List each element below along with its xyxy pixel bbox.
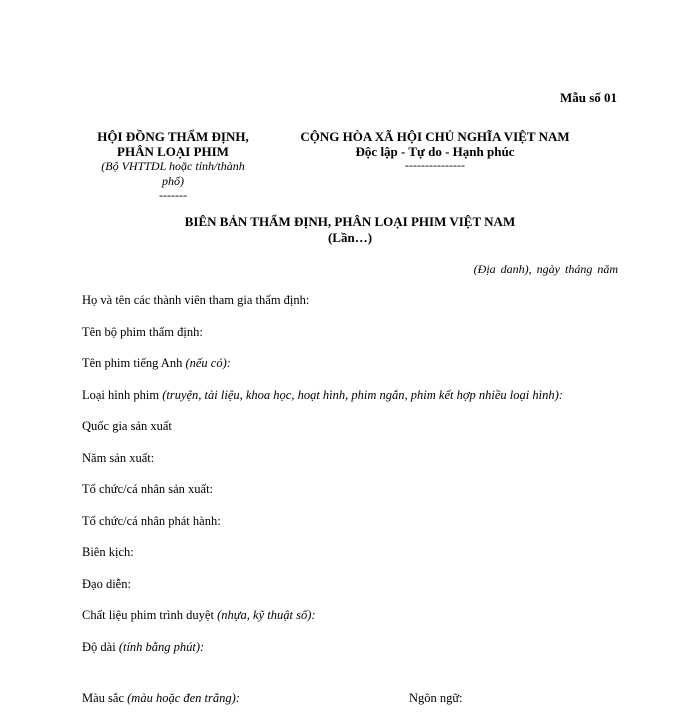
field-label: Tổ chức/cá nhân sản xuất: (82, 482, 214, 496)
field-hint: (tính bằng phút): (118, 639, 205, 654)
field-label: Năm sản xuất: (82, 450, 155, 465)
authority-sub-line1: (Bộ VHTTDL hoặc tỉnh/thành (101, 159, 245, 173)
field-duration (82, 639, 642, 671)
field-distributor (82, 513, 642, 545)
national-motto: Độc lập - Tự do - Hạnh phúc (355, 144, 515, 159)
field-color-language-row (82, 690, 642, 722)
motto-divider: --------------- (405, 158, 465, 172)
authority-name-line2: PHÂN LOẠI PHIM (117, 144, 229, 159)
field-director (82, 576, 642, 608)
form-number: Mẫu số 01 (559, 90, 617, 105)
field-language-label: Ngôn ngữ: (409, 691, 463, 705)
field-label: Độ dài (82, 639, 119, 654)
field-film-material (82, 607, 642, 639)
field-english-title (82, 355, 642, 387)
field-production-country (82, 418, 642, 450)
field-label: Quốc gia sản xuất (82, 419, 172, 433)
document-title (100, 214, 600, 246)
field-film-type (82, 387, 642, 419)
national-header-block (270, 129, 600, 172)
form-fields (82, 292, 642, 722)
field-hint: (nếu có): (185, 356, 231, 370)
authority-name-line1: HỘI ĐỒNG THẨM ĐỊNH, (97, 129, 249, 144)
field-label: Biên kịch: (82, 545, 134, 559)
field-producer (82, 481, 642, 513)
authority-sub-line2: phố) (162, 174, 184, 188)
field-label: Họ và tên các thành viên tham gia thẩm định: (82, 293, 310, 307)
field-label: Tên bộ phim thẩm định: (82, 324, 203, 339)
field-production-year (82, 450, 642, 482)
place-date-line: (Địa danh), ngày tháng năm (473, 262, 618, 276)
field-color-label: Màu sắc (82, 691, 128, 705)
field-label: Đạo diễn: (82, 576, 131, 591)
field-reviewers (82, 292, 642, 324)
field-label: Chất liệu phim trình duyệt (82, 608, 218, 622)
field-hint: (nhựa, kỹ thuật số): (217, 608, 316, 622)
document-title-line2: (Lần…) (327, 230, 373, 245)
field-label: Tổ chức/cá nhân phát hành: (82, 513, 221, 528)
document-title-line1: BIÊN BẢN THẨM ĐỊNH, PHÂN LOẠI PHIM VIỆT NAM (184, 214, 516, 229)
field-label: Loại hình phim (82, 387, 163, 402)
republic-name: CỘNG HÒA XÃ HỘI CHỦ NGHĨA VIỆT NAM (300, 129, 570, 144)
field-screenwriter (82, 544, 642, 576)
field-film-title (82, 324, 642, 356)
authority-divider: ------- (159, 188, 187, 202)
field-hint: (truyện, tài liệu, khoa học, hoạt hình, phim ngắn, phim kết hợp nhiều loại hình): (162, 387, 563, 402)
field-color-hint: (màu hoặc đen trắng): (127, 691, 240, 705)
field-label: Tên phim tiếng Anh (82, 356, 186, 370)
issuing-authority-block (80, 129, 266, 202)
